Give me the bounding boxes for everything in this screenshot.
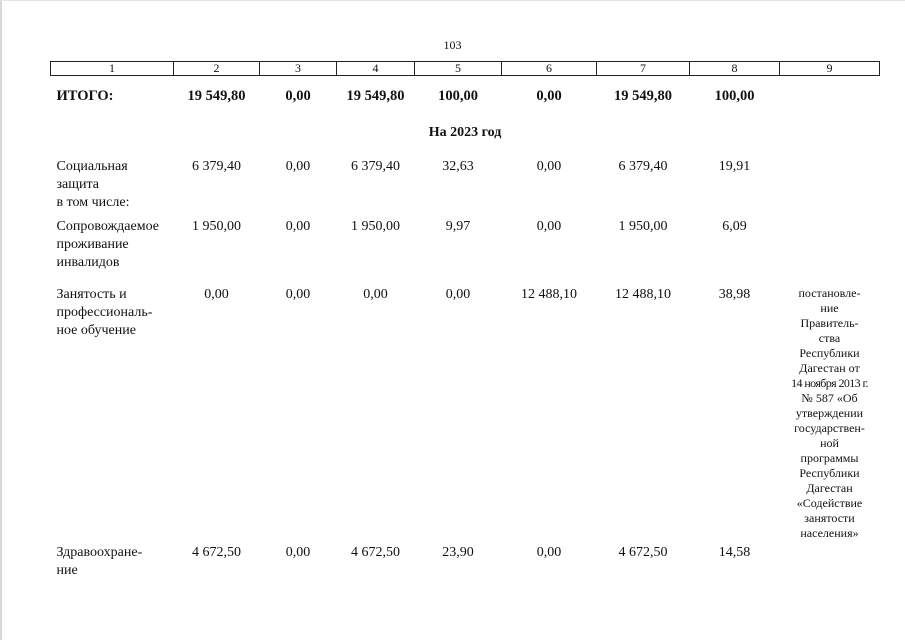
- cell-value: 4 672,50: [618, 545, 668, 560]
- row-name: [51, 282, 174, 541]
- scan-top-edge: [0, 0, 905, 1]
- note-line: Республики: [799, 466, 860, 480]
- note-line: Дагестан: [806, 481, 853, 495]
- section-heading-row: [51, 115, 880, 155]
- note-line: 14 ноября 2013 г.: [791, 376, 868, 390]
- cell-value: 0,00: [285, 287, 311, 302]
- row-name-line: Сопровождаемое: [56, 219, 159, 234]
- row-name: [51, 541, 174, 584]
- column-number: 3: [260, 62, 337, 76]
- cell-value: 32,63: [442, 159, 474, 174]
- total-label: ИТОГО:: [56, 88, 114, 104]
- cell-value: 9,97: [445, 219, 471, 234]
- column-number: 5: [415, 62, 502, 76]
- cell-value: 0,00: [445, 287, 471, 302]
- row-name-line: профессиональ-: [56, 305, 153, 320]
- row-name-line: проживание: [56, 237, 129, 252]
- page-number: 103: [443, 38, 462, 52]
- row-note: [780, 215, 880, 282]
- total-value: 19 549,80: [187, 88, 246, 104]
- column-number: 2: [174, 62, 260, 76]
- cell-value: 0,00: [285, 545, 311, 560]
- total-note: [780, 76, 880, 116]
- cell-value: 0,00: [285, 219, 311, 234]
- note-line: Дагестан от: [799, 361, 860, 375]
- table-row: [51, 541, 880, 584]
- total-value: 100,00: [714, 88, 755, 104]
- row-name-line: защита: [56, 177, 100, 192]
- table-row: [51, 215, 880, 282]
- note-line: ной: [820, 436, 839, 450]
- cell-value: 0,00: [536, 159, 562, 174]
- cell-value: 6 379,40: [192, 159, 241, 174]
- cell-value: 1 950,00: [192, 219, 241, 234]
- cell-value: 38,98: [718, 287, 751, 302]
- cell-value: 0,00: [363, 287, 388, 302]
- row-name-line: ние: [56, 563, 78, 578]
- note-line: ние: [820, 301, 839, 315]
- cell-value: 1 950,00: [618, 219, 668, 234]
- table-row: [51, 155, 880, 215]
- row-name-line: ное обучение: [56, 323, 136, 338]
- cell-value: 6 379,40: [618, 159, 668, 174]
- note-line: Правитель-: [800, 316, 859, 330]
- total-value: 0,00: [536, 88, 562, 104]
- cell-value: 4 672,50: [192, 545, 241, 560]
- column-number-row: [51, 62, 880, 76]
- note-line: программы: [800, 451, 859, 465]
- cell-value: 0,00: [536, 545, 562, 560]
- cell-value: 0,00: [536, 219, 562, 234]
- table-row: [51, 282, 880, 541]
- total-row: [51, 76, 880, 116]
- budget-table: [50, 61, 880, 584]
- row-name: [51, 215, 174, 282]
- cell-value: 6 379,40: [351, 159, 400, 174]
- note-line: утверждении: [795, 406, 864, 420]
- column-number: 7: [597, 62, 690, 76]
- cell-value: 12 488,10: [615, 287, 671, 302]
- cell-value: 19,91: [718, 159, 751, 174]
- row-name: [51, 155, 174, 215]
- row-note: [780, 541, 880, 584]
- row-name-line: в том числе:: [56, 195, 130, 210]
- row-note: [780, 282, 880, 541]
- column-number: 9: [780, 62, 880, 76]
- total-value: 19 549,80: [614, 88, 672, 104]
- row-name-line: Социальная: [56, 159, 128, 174]
- total-value: 19 549,80: [346, 88, 405, 104]
- note-line: Республики: [799, 346, 860, 360]
- row-name-line: Занятость и: [56, 287, 127, 302]
- total-value: 100,00: [438, 88, 478, 104]
- scan-left-edge: [0, 0, 2, 640]
- row-note: [780, 155, 880, 215]
- note-line: № 587 «Об: [801, 391, 858, 405]
- note-line: занятости: [804, 511, 855, 525]
- row-name-line: Здравоохране-: [56, 545, 143, 560]
- cell-value: 12 488,10: [521, 287, 577, 302]
- cell-value: 14,58: [718, 545, 751, 560]
- cell-value: 1 950,00: [351, 219, 400, 234]
- column-number: 8: [690, 62, 780, 76]
- cell-value: 4 672,50: [351, 545, 400, 560]
- cell-value: 6,09: [722, 219, 747, 234]
- column-number: 6: [502, 62, 597, 76]
- cell-value: 0,00: [204, 287, 229, 302]
- cell-value: 0,00: [285, 159, 311, 174]
- column-number: 4: [337, 62, 415, 76]
- column-number: 1: [51, 62, 174, 76]
- total-value: 0,00: [285, 88, 311, 104]
- note-line: населения»: [800, 526, 859, 540]
- row-name-line: инвалидов: [56, 255, 120, 270]
- note-line: ства: [818, 331, 841, 345]
- note-line: «Содействие: [796, 496, 863, 510]
- cell-value: 23,90: [442, 545, 474, 560]
- section-heading: На 2023 год: [428, 125, 502, 140]
- note-line: постановле-: [798, 286, 861, 300]
- note-line: государствен-: [794, 421, 865, 435]
